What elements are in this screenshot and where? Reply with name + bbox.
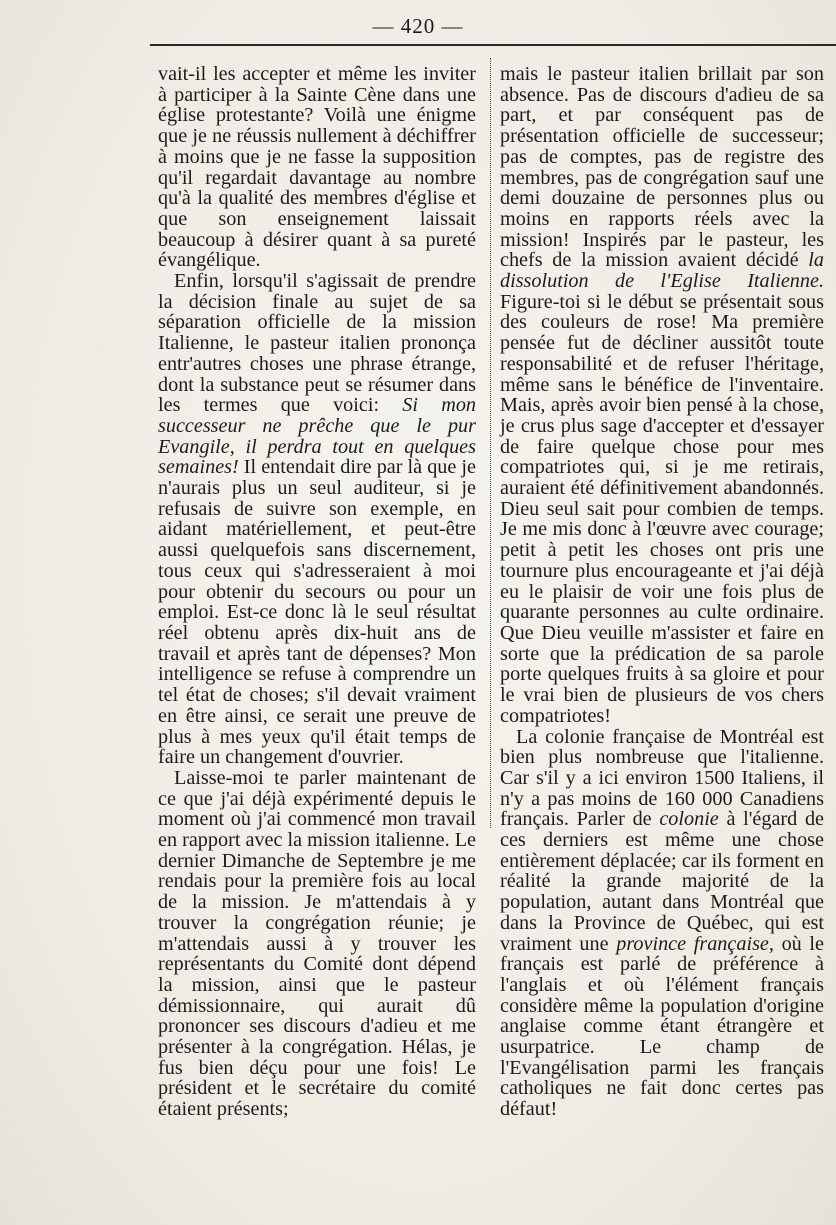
paragraph: vait-il les accepter et même les inviter à participer à la Sainte Cène dans une église protestante? Voilà une énigme que je ne réussis nullement à déchiffrer à moins que je ne fasse la supposition qu'il regardait davantage au nombre qu'à la qualité des membres d'église et que son enseignement laissait beaucoup à désirer quant à sa pureté évangélique. [158, 63, 476, 272]
paragraph-text: Il entendait dire par là que je n'aurais plus un seul auditeur, si je refusais de suivre son exemple, en aidant matériellement, et peut-être aussi quelquefois sans discernement, tous ceux qui s'adresseraient à moi pour obtenir du secours ou pour un emploi. Est-ce donc là le seul résultat réel obtenu après dix-huit ans de travail et après tant de dépenses? Mon intelligence se refuse à comprendre un tel état de choses; s'il devait vraiment en être ainsi, ce serait une preuve de plus à mes yeux qu'il était temps de faire un changement d'ouvrier. [158, 456, 476, 769]
paragraph-text: La colonie française de Montréal est bien plus nombreuse que l'italienne. Car s'il y a ici environ 1500 Italiens, il n'y a pas moins de 160 000 Canadiens français. Parler de [500, 725, 824, 831]
header-rule [150, 44, 836, 46]
italic-phrase: la dissolution de l'Eglise Italienne. [500, 249, 824, 293]
left-column [158, 64, 476, 1120]
italic-phrase: province française, [616, 932, 774, 955]
page-number: — 420 — [372, 14, 464, 38]
column-divider [490, 58, 491, 828]
italic-quote: Si mon successeur ne prêche que le pur Evangile, il perdra tout en quelques semaines! [158, 394, 476, 479]
paragraph: Laisse-moi te parler maintenant de ce que j'ai déjà expérimenté depuis le moment où j'ai commencé mon travail en rapport avec la mission italienne. Le dernier Dimanche de Septembre je me rendais pour la première fois au local de la mission. Je m'attendais à y trouver la congrégation réunie; je m'attendais aussi à y trouver les représentants du Comité dont dépend la mission, ainsi que le pasteur démissionnaire, qui aurait dû prononcer ses discours d'adieu et me présenter à la congrégation. Hélas, je fus bien déçu pour une fois! Le président et le secrétaire du comité étaient présents; [158, 766, 476, 1121]
paragraph-text: à l'égard de ces derniers est même une chose entièrement déplacée; car ils forment en réalité la grande majorité de la population, autant dans Montréal que dans la Province de Québec, qui est vraiment une [500, 808, 825, 955]
paragraph-text: où le français est parlé de préférence à l'anglais et où l'élément français considère même la population d'origine anglaise comme étant étrangère et usurpatrice. Le champ de l'Evangélisation parmi les français catholiques ne fait donc certes pas défaut! [500, 932, 825, 1121]
italic-word: colonie [659, 808, 719, 831]
paragraph-text: Figure-toi si le début se présentait sous des couleurs de rose! Ma première pensée fut de décliner aussitôt toute responsabilité et de refuser l'héritage, même sans le bénéfice de l'inventaire. Mais, après avoir bien pensé à la chose, je crus plus sage d'accepter et d'essayer de faire quelque chose pour mes compatriotes qui, si je me retirais, auraient été définitivement abandonnés. Dieu seul sait pour combien de temps. Je me mis donc à l'œuvre avec courage; petit à petit les choses ont pris une tournure plus encourageante et j'ai déjà eu le plaisir de voir une fois plus de quarante personnes au culte ordinaire. Que Dieu veuille m'assister et faire en sorte que la prédication de sa parole porte quelques fruits à sa gloire et pour le vrai bien de plusieurs de vos chers compatriotes! [500, 290, 824, 727]
paragraph [500, 727, 824, 1120]
paragraph [500, 64, 824, 727]
paragraph-text: Enfin, lorsqu'il s'agissait de prendre la décision finale au sujet de sa séparation officielle de la mission Italienne, le pasteur italien prononça entr'autres choses une phrase étrange, dont la substance peut se résumer dans les termes que voici: [158, 270, 476, 417]
right-column [500, 64, 824, 1120]
paragraph [158, 271, 476, 768]
paragraph-text: mais le pasteur italien brillait par son absence. Pas de discours d'adieu de sa part, et par conséquent pas de présentation officielle de successeur; pas de comptes, pas de registre des membres, pas de congrégation sauf une demi douzaine de personnes plus ou moins en rapports réels avec la mission! Inspirés par le pasteur, les chefs de la mission avaient décidé [500, 63, 824, 272]
